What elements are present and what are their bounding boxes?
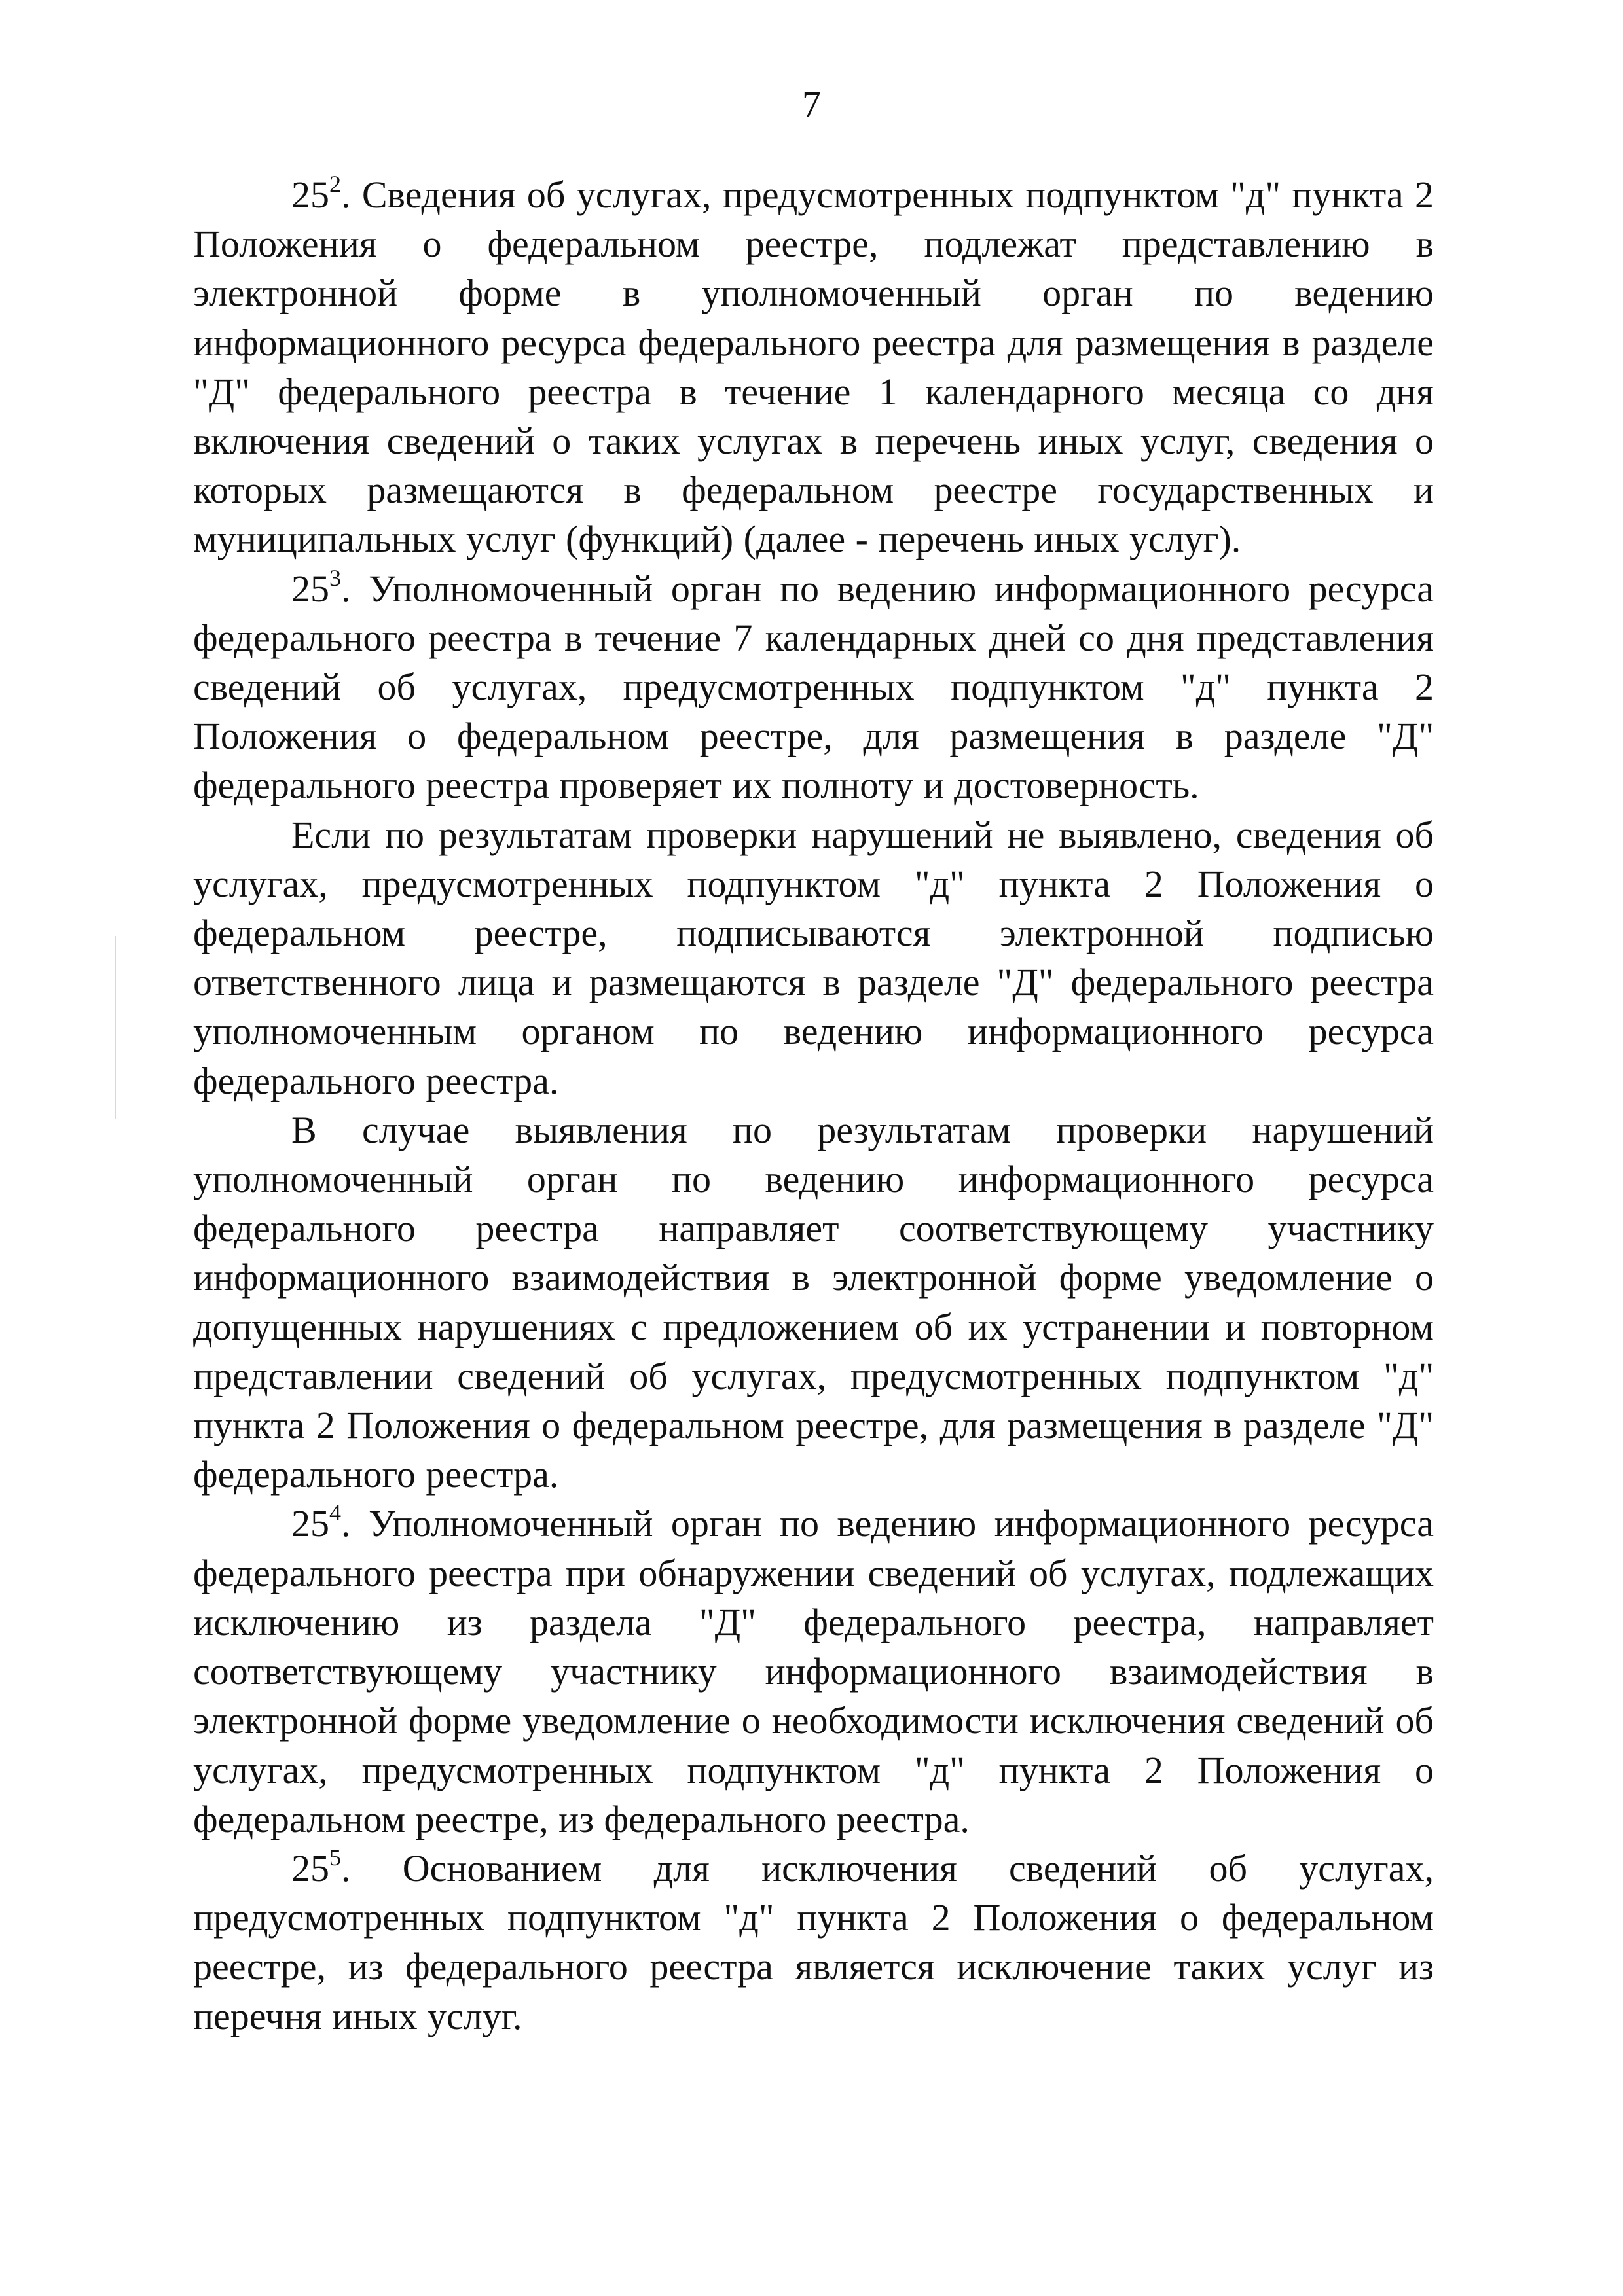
paragraph-25-4 [193, 1499, 1434, 1843]
paragraph-text: В случае выявления по результатам проверки нарушений уполномоченный орган по ведению информационного ресурса федерального реестра направляет соответствующему участнику информационного взаимодействия в электронной форме уведомление о допущенных нарушениях с предложением об их устранении и повторном представлении сведений об услугах, предусмотренных подпунктом "д" пункта 2 Положения о федеральном реестре, для размещения в разделе "Д" федерального реестра. [193, 1108, 1434, 1496]
paragraph-25-5 [193, 1844, 1434, 2041]
scan-edge-line [115, 936, 116, 1119]
paragraph-25-2 [193, 170, 1434, 564]
clause-number: $25^4$ [291, 1499, 341, 1545]
paragraph-text: . Уполномоченный орган по ведению информационного ресурса федерального реестра в течение 7 календарных дней со дня представления сведений об услугах, предусмотренных подпунктом "д" пункта 2 Положения о федеральном реестре, для размещения в разделе "Д" федерального реестра проверяет их полноту и достоверность. [193, 567, 1434, 807]
paragraph-25-3 [193, 564, 1434, 810]
document-body [193, 170, 1434, 2041]
paragraph-no-violations [193, 810, 1434, 1105]
paragraph-violations-found [193, 1105, 1434, 1499]
page-number: 7 [802, 83, 821, 126]
clause-number: $25^5$ [291, 1844, 341, 1890]
paragraph-text: . Основанием для исключения сведений об услугах, предусмотренных подпунктом "д" пункта 2 Положения о федеральном реестре, из федерального реестра является исключение таких услуг из перечня иных услуг. [193, 1846, 1434, 2037]
paragraph-text: . Сведения об услугах, предусмотренных подпунктом "д" пункта 2 Положения о федеральном реестре, подлежат представлению в электронной форме в уполномоченный орган по ведению информационного ресурса федерального реестра для размещения в разделе "Д" федерального реестра в течение 1 календарного месяца со дня включения сведений о таких услугах в перечень иных услуг, сведения о которых размещаются в федеральном реестре государственных и муниципальных услуг (функций) (далее - перечень иных услуг). [193, 173, 1434, 561]
paragraph-text: . Уполномоченный орган по ведению информационного ресурса федерального реестра при обнаружении сведений об услугах, подлежащих исключению из раздела "Д" федерального реестра, направляет соответствующему участнику информационного взаимодействия в электронной форме уведомление о необходимости исключения сведений об услугах, предусмотренных подпунктом "д" пункта 2 Положения о федеральном реестре, из федерального реестра. [193, 1502, 1434, 1840]
clause-number: $25^3$ [291, 564, 341, 610]
clause-number: $25^2$ [291, 171, 341, 216]
paragraph-text: Если по результатам проверки нарушений не выявлено, сведения об услугах, предусмотренных подпунктом "д" пункта 2 Положения о федеральном реестре, подписываются электронной подписью ответственного лица и размещаются в разделе "Д" федерального реестра уполномоченным органом по ведению информационного ресурса федерального реестра. [193, 813, 1434, 1102]
